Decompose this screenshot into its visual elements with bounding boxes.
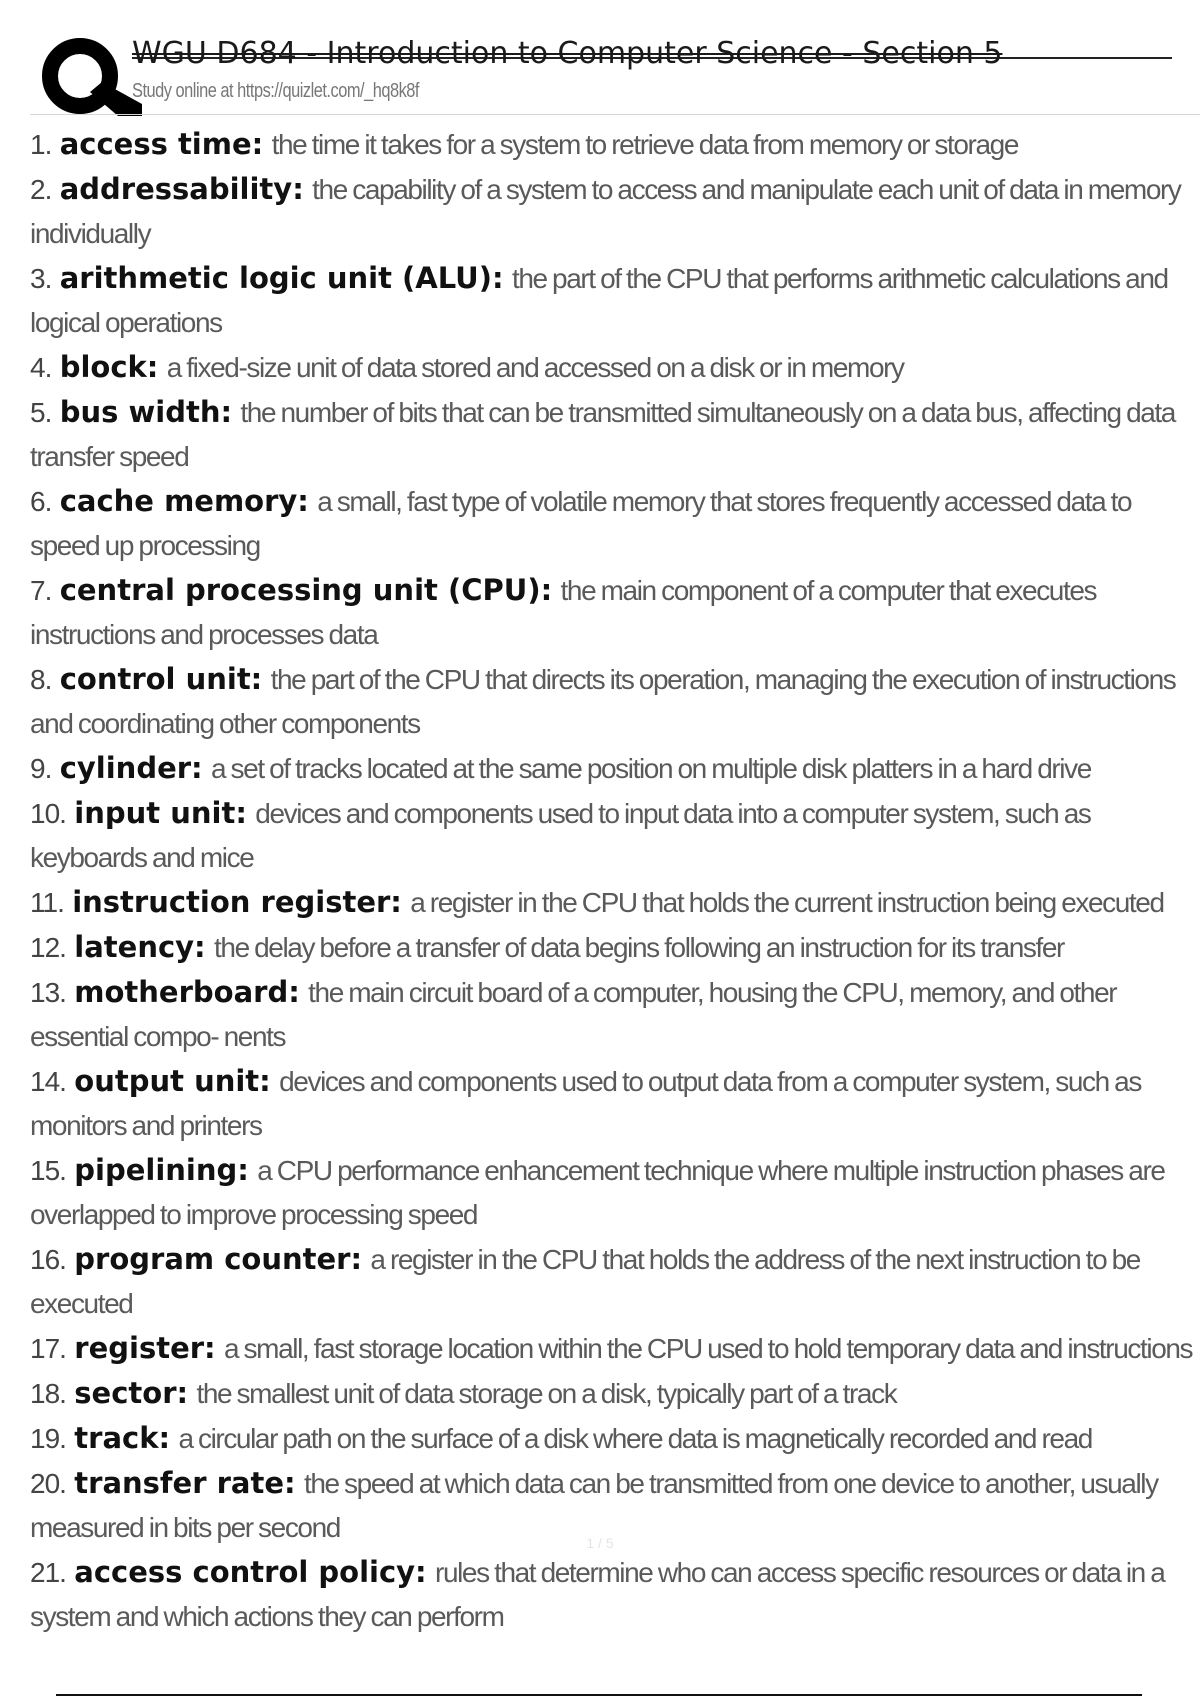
term-number: 11. [30, 887, 64, 918]
term-number: 9. [30, 753, 52, 784]
term-item [30, 791, 1200, 880]
term-definition: the main circuit board of a computer, housing the CPU, memory, and other essential compo- nents [30, 977, 1117, 1052]
term-item [30, 479, 1200, 568]
term-definition: devices and components used to output data from a computer system, such as monitors and printers [30, 1066, 1141, 1141]
term-item [30, 925, 1200, 970]
term-number: 21. [30, 1557, 66, 1588]
term-word: latency: [74, 930, 206, 964]
term-number: 8. [30, 664, 52, 695]
term-word: cylinder: [59, 751, 203, 785]
term-word: input unit: [74, 796, 247, 830]
term-word: access control policy: [74, 1555, 427, 1589]
term-number: 15. [30, 1155, 66, 1186]
term-word: access time: [59, 127, 264, 161]
term-definition: a small, fast storage location within the CPU used to hold temporary data and instructions [224, 1333, 1193, 1364]
term-item [30, 1326, 1200, 1371]
term-number: 13. [30, 977, 66, 1008]
term-word: addressability: [59, 172, 304, 206]
term-word: pipelining: [74, 1153, 249, 1187]
term-definition: a circular path on the surface of a disk where data is magnetically recorded and read [178, 1423, 1092, 1454]
term-definition: a register in the CPU that holds the address of the next instruction to be executed [30, 1244, 1140, 1319]
term-item [30, 167, 1200, 256]
term-item [30, 1550, 1200, 1639]
term-definition: the part of the CPU that directs its operation, managing the execution of instructions and coordinating other components [30, 664, 1176, 739]
term-number: 20. [30, 1468, 66, 1499]
term-definition: the part of the CPU that performs arithmetic calculations and logical operations [30, 263, 1168, 338]
term-list [30, 122, 1200, 1639]
term-item [30, 390, 1200, 479]
term-number: 12. [30, 932, 66, 963]
term-item [30, 256, 1200, 345]
term-definition: the main component of a computer that executes instructions and processes data [30, 575, 1097, 650]
document-header [30, 28, 1200, 118]
term-item [30, 880, 1200, 925]
term-word: sector: [74, 1376, 189, 1410]
term-item [30, 657, 1200, 746]
term-definition: the time it takes for a system to retrieve data from memory or storage [271, 129, 1018, 160]
term-item [30, 122, 1200, 167]
term-item [30, 1371, 1200, 1416]
term-definition: the smallest unit of data storage on a disk, typically part of a track [196, 1378, 897, 1409]
term-item [30, 746, 1200, 791]
term-number: 4. [30, 352, 52, 383]
term-definition: a fixed-size unit of data stored and accessed on a disk or in memory [166, 352, 904, 383]
term-number: 1. [30, 129, 52, 160]
term-word: central processing unit (CPU): [59, 573, 553, 607]
term-number: 18. [30, 1378, 66, 1409]
term-word: arithmetic logic unit (ALU): [59, 261, 504, 295]
term-item [30, 1237, 1200, 1326]
term-definition: a CPU performance enhancement technique where multiple instruction phases are overlapped to improve processing speed [30, 1155, 1165, 1230]
term-number: 3. [30, 263, 52, 294]
term-item [30, 1416, 1200, 1461]
term-word: instruction register: [72, 885, 402, 919]
term-definition: the speed at which data can be transmitted from one device to another, usually measured in bits per second [30, 1468, 1158, 1543]
term-word: output unit: [74, 1064, 271, 1098]
quizlet-q-logo-icon [30, 34, 142, 118]
term-word: bus width: [59, 395, 233, 429]
term-number: 16. [30, 1244, 66, 1275]
term-item [30, 1059, 1200, 1148]
term-number: 7. [30, 575, 52, 606]
term-word: transfer rate: [74, 1466, 296, 1500]
term-item [30, 970, 1200, 1059]
term-item [30, 568, 1200, 657]
term-word: control unit: [59, 662, 263, 696]
term-number: 14. [30, 1066, 66, 1097]
term-definition: a small, fast type of volatile memory that stores frequently accessed data to speed up processing [30, 486, 1132, 561]
term-definition: a register in the CPU that holds the current instruction being executed [410, 887, 1164, 918]
term-definition: devices and components used to input data into a computer system, such as keyboards and mice [30, 798, 1091, 873]
page-number: 1 / 5 [586, 1535, 614, 1551]
term-definition: a set of tracks located at the same position on multiple disk platters in a hard drive [211, 753, 1091, 784]
term-definition: rules that determine who can access specific resources or data in a system and which actions they can perform [30, 1557, 1165, 1632]
term-number: 2. [30, 174, 52, 205]
term-number: 19. [30, 1423, 66, 1454]
term-definition: the capability of a system to access and manipulate each unit of data in memory individually [30, 174, 1181, 249]
term-definition: the delay before a transfer of data begins following an instruction for its transfer [214, 932, 1064, 963]
term-item [30, 345, 1200, 390]
term-item [30, 1148, 1200, 1237]
header-divider [30, 114, 1200, 115]
term-number: 10. [30, 798, 66, 829]
term-number: 17. [30, 1333, 66, 1364]
document-title: WGU D684 - Introduction to Computer Science - Section 5 [132, 36, 1003, 71]
term-number: 5. [30, 397, 52, 428]
term-word: program counter: [74, 1242, 363, 1276]
term-word: motherboard: [74, 975, 300, 1009]
footer-divider [56, 1694, 1142, 1696]
term-definition: the number of bits that can be transmitted simultaneously on a data bus, affecting data transfer speed [30, 397, 1175, 472]
term-word: block: [59, 350, 159, 384]
term-word: register: [74, 1331, 216, 1365]
term-word: track: [74, 1421, 171, 1455]
study-online-link[interactable]: Study online at https://quizlet.com/_hq8k8f [132, 80, 419, 102]
term-number: 6. [30, 486, 52, 517]
term-word: cache memory: [59, 484, 309, 518]
